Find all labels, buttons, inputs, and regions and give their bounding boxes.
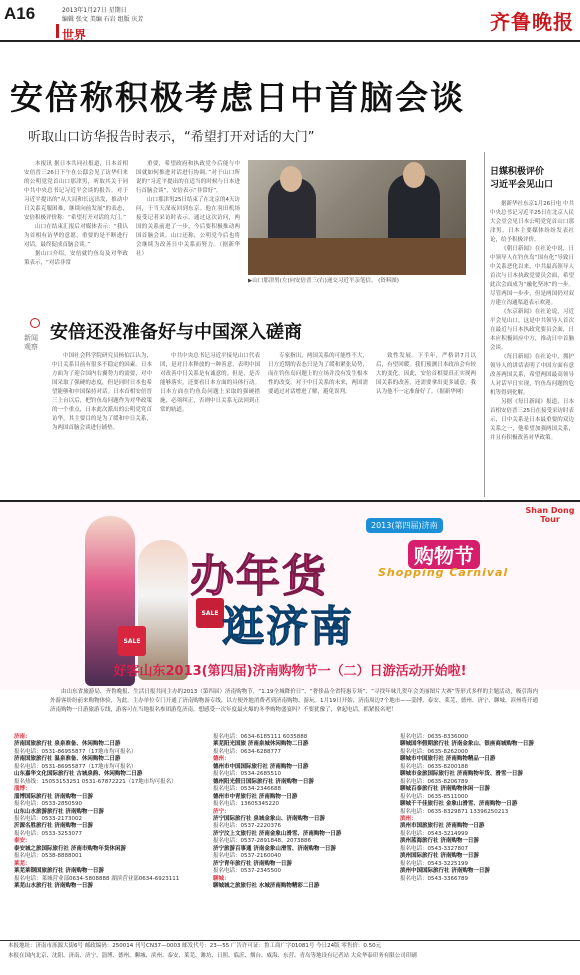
- article1-column-1: [24, 160, 128, 305]
- agency-phone: 报名电话：0635-8200188: [400, 763, 468, 770]
- article1-paragraph: 重要，希望政府和执政党今后能与中国就如何推进对话进行协调。”对于山口所说的“习近平提出的在适当的时候与日本进行首脑会谈”，安倍表示“非常好”。: [136, 161, 240, 194]
- article1-paragraph: 山口在结束汇报后对媒体表示：“我认为首相有访华的意愿，重要的是不断进行对话，最终促成首脑会谈。”: [24, 224, 128, 248]
- agency-phone: 报名电话：0537-2891848、2073886: [213, 838, 311, 845]
- photo-caption: [248, 277, 466, 285]
- sidebar-body: [490, 200, 574, 496]
- agency-phone: 报名电话：0533-2173002: [14, 815, 82, 822]
- agency-name: 泰安城之旅国际旅行社 济南市购物年货休闲游: [14, 845, 126, 852]
- agency-phone: 报名电话：13605345220: [213, 801, 279, 808]
- sidebar-headline: [490, 166, 553, 192]
- agency-phone: 报名电话：0635-8336000: [400, 734, 468, 740]
- agency-phone: 报名电话：0533-2850590: [14, 801, 82, 808]
- agency-phone: 报名电话：0543-3366789: [400, 875, 468, 882]
- agency-name: 莱芜阳光国旅 济南泉城休闲购物二日游: [213, 741, 309, 748]
- agency-name: 济宁汶上文旅行社 济南金象山滑雪、济南购物一日游: [213, 830, 342, 837]
- agency-phone: 报名电话：0543-3225199: [400, 860, 468, 867]
- article1-paragraph: 据山口介绍，安倍就钓鱼岛及对华政策表示，“对话非常: [24, 251, 128, 266]
- article2-column-1: [52, 352, 152, 492]
- agency-name: 济宁青年旅行社 济南购物一日游: [213, 860, 292, 867]
- article1-paragraph: 山口那津男25日结束了在北京的4天访问，于当天深夜回到东京。他在羽田机场接受记者采访时表示，通过这次访问，两国的关系前进了一步，今后要积极推动两国首脑会谈。山口还称，公明党今后也将会继续为改善日中关系而努力。（据新华社）: [136, 197, 240, 257]
- ad-title: 好客山东2013(第四届)济南购物节一（二）日游活动开始啦!: [113, 664, 467, 679]
- agency-name: 济宁国际旅行社 泉城金象山、济南购物一日游: [213, 815, 325, 822]
- agency-name: 聊城国华假期旅行社 济南金象山、银座商城购物一日游: [400, 741, 534, 748]
- main-headline: 安倍称积极考虑日中首脑会谈: [10, 78, 465, 117]
- ad-headline-1: 办年货: [190, 551, 328, 602]
- agency-phone: 报名电话：0635-8262000: [400, 748, 468, 755]
- agency-phone: 报名电话：0635-8329871 13396250213: [400, 808, 509, 815]
- region-heading: 济南：: [14, 734, 31, 740]
- article2-column-4: [376, 352, 476, 492]
- column-tag-dot: [30, 318, 40, 328]
- sidebar-paragraph: 据新华社东京1月26日电 中共中央总书记习近平25日在北京人民大会堂会见日本公明党党首山口那津男。日本主要媒体纷纷发表社论，给予积极评价。: [490, 201, 574, 243]
- photo-head-right: [403, 162, 425, 188]
- agency-name: 聊城城之旅旅行社 水城济南购物精彩二日游: [213, 883, 320, 890]
- agency-name: 聊城市中国旅行社 济南购物精品一日游: [400, 756, 496, 763]
- agency-name: 济宁旅游百事通 济南金象山滑雪、济南购物一日游: [213, 845, 336, 852]
- article2-column-3: [268, 352, 368, 492]
- agency-name: 德州市中青旅行社 济南购物一日游: [213, 793, 298, 800]
- sidebar-divider: [484, 152, 485, 497]
- photo-credit: (资料图): [378, 278, 399, 284]
- column-tag: 新闻观察: [24, 334, 38, 351]
- agency-phone: 报名电话：0537-2220376: [213, 823, 281, 830]
- ad-headline-2: 逛济南: [222, 602, 355, 651]
- sidebar-paragraph: 另据《每日新闻》报道，日本首相安倍晋三25日在接受采访时表示，日中关系是日本最重要的双边关系之一，他希望加强两国关系，并且有积极改善对华政策。: [490, 399, 574, 441]
- sidebar-paragraph: 《每日新闻》在社论中，拥护领导人的讲话表明了中国方面有意改善两国关系，希望两国最高领导人对话早日实现，钓鱼岛问题的危机等得到化解。: [490, 354, 574, 396]
- article1-paragraph: 本报讯 据日本共同社报道，日本首相安倍晋三26日下午在公邸会见了访华归来的公明党党首山口那津男，听取其关于同中共中央总书记习近平会谈的报告。对于习近平提出的“从大局和长远出发，推动中日关系克服困难，继续向前发展”的表态，安倍积极评价称：“希望打开对话的大门。”: [24, 161, 128, 221]
- page-header: [0, 0, 580, 42]
- agency-name: 滨州市国旅旅行社 济南购物一日游: [400, 823, 485, 830]
- article2-paragraph: 中国社会科学院研究员杨伯江认为，中日关系目前有很多不稳定的因素。日本方面为了迎合国内右翼势力的需要，对中国采取了强硬的态度，但是同时日本也希望能够和中国保持对话。日本首相安倍晋三上台以后，把钓鱼岛问题作为对华政策的一个重点，日本此次派出的公明党党首访华，其主要目的是为了缓和中日关系，为两国首脑会谈进行铺垫。: [52, 353, 152, 431]
- article1-column-2: [136, 160, 240, 305]
- page-footer: [0, 940, 580, 975]
- agency-name: 莱芜莱钢国旅旅行社 济南购物一日游: [14, 868, 104, 875]
- agency-name: 滨州中国国际旅行社 济南购物一日游: [400, 868, 490, 875]
- agency-phone: 报名电话：0543-3214999: [400, 830, 468, 837]
- travel-agency-column-3: [400, 734, 576, 883]
- agency-phone: 报名电话：0537-2345500: [213, 868, 281, 875]
- photo-desk: [248, 238, 466, 275]
- agency-name: 聊城市金旅国际旅行社 济南购物年货、滑雪一日游: [400, 771, 523, 778]
- agency-name: 山东山水旅游旅行社 济南购物一日游: [14, 808, 104, 815]
- agency-name: 莱芜山水旅行社 济南购物一日游: [14, 883, 93, 890]
- festival-year-badge: 2013(第四届)济南: [366, 518, 443, 533]
- travel-agency-column-2: [213, 734, 398, 891]
- agency-name: 聊城千千佳旅行社 金象山滑雪、济南购物一日游: [400, 801, 518, 808]
- agency-name: 沂源名胜旅行社 济南购物一日游: [14, 823, 93, 830]
- footer-line-1: 本报地址：济南市泺源大街6号 邮政编码：250014 刊号CN37—0003 邮发代号：23—55 广告许可证：鲁工商广字01081号 今日24版 零售价：0.50元: [8, 943, 382, 949]
- shandong-tour-logo: Shan Dong Tour: [525, 506, 575, 524]
- agency-phone: 报名电话：0534-2346688: [213, 786, 281, 793]
- ad-intro: 由山东省旅游局、齐鲁晚报、生活日报共同主办的2013（第四届）济南购物节，“1.19全城降价日”、“奢侈品全省特惠专场”、“寻找年味儿贺年会美丽图片大赛”等形式多样的主题活动，吸引海内外游客纷纷前来购物体验，为此，主办单位专门开通了济南购物游专线，以方便外地消费者到济南购物、游玩。1月19日开始，济南周边7个地市——淄博、泰安、莱芜、德州、济宁、聊城、滨州将开通济南购物一日游旅游专线，游客可在当地报名参团游览济南。想感受一次年度最火爆的冬季购物盛宴吗？不要犹豫了，拿起电话，抓紧报名吧！: [50, 689, 538, 713]
- bag-label: SALE: [201, 610, 219, 617]
- sidebar-headline-line-1: 日媒积极评价: [490, 167, 545, 177]
- agency-phone: 报名热线：15053153251 0531-67872221（17地市均可报名）: [14, 778, 177, 785]
- main-subheadline: 听取山口访华报告时表示，“希望打开对话的大门”: [28, 130, 315, 145]
- page-number: A16: [4, 4, 36, 23]
- agency-phone: 报名电话：0537-2160040: [213, 853, 281, 860]
- issue-info: [62, 6, 144, 24]
- bag-label: SALE: [123, 638, 141, 645]
- festival-name: 购物节: [408, 540, 480, 569]
- news-photo: [248, 160, 466, 275]
- agency-phone: 报名电话：0531-86955877（17地市均可报名）: [14, 763, 137, 770]
- region-heading: 莱芜：: [14, 860, 31, 867]
- agency-phone: 报名电话：0538-8888001: [14, 853, 82, 860]
- agency-name: 淄博国际旅行社 济南购物一日游: [14, 793, 93, 800]
- region-heading: 德州：: [213, 756, 230, 763]
- festival-english-name: Shopping Carnival: [378, 566, 509, 579]
- agency-phone: 报名电话：0635-8206789: [400, 778, 468, 785]
- agency-phone: 报名电话：0534-2685510: [213, 771, 281, 778]
- agency-phone: 报名电话：莱城营业部0634-5808888 湖滨营业部0634-6923111: [14, 875, 180, 882]
- photo-caption-text: ▶山口那津男(左)向安倍晋三(右)递交习近平亲笔信。: [248, 278, 377, 284]
- agency-phone: 报名电话：0634-6288777: [213, 748, 281, 755]
- staff-credits: 编辑 张文 美编 石岩 组版 庆芳: [62, 16, 144, 23]
- agency-name: 滨州蓝海旅行社 济南购物一日游: [400, 838, 479, 845]
- agency-name: 滨州国际旅行社 济南购物一日游: [400, 853, 479, 860]
- region-heading: 泰安：: [14, 838, 31, 845]
- agency-name: 德州市中国国际旅行社 济南购物一日游: [213, 763, 309, 770]
- sidebar-headline-line-2: 习近平会见山口: [490, 180, 554, 190]
- section-title: 世界: [62, 28, 87, 42]
- article2-headline: 安倍还没准备好与中国深入磋商: [50, 322, 302, 343]
- masthead-logo: 齐鲁晚报: [490, 10, 574, 34]
- agency-name: 济南国旅旅行社 温泉准备、休闲购物二日游: [14, 756, 121, 763]
- region-heading: 淄博：: [14, 786, 31, 793]
- model-figure-right: [138, 540, 188, 680]
- region-heading: 聊城：: [213, 875, 230, 882]
- photo-head-left: [280, 166, 302, 192]
- agency-name: 德州阳光假日国际旅行社 济南购物一日游: [213, 778, 314, 785]
- agency-name: 济南国旅旅行社 泉泉准备、休闲购物二日游: [14, 741, 121, 748]
- travel-agency-column-1: [14, 734, 199, 891]
- agency-name: 山东嘉华文化国际旅行社 古城泉韵、休闲购物二日游: [14, 771, 143, 778]
- region-heading: 滨州：: [400, 815, 417, 822]
- article2-paragraph: 专家指出，两国关系的可能性不大，日方近期的表态只是为了缓和紧张局势，而在钓鱼岛问题上的立场并没有发生根本性的改变。对于中日关系的未来，两国需要通过对话增进了解，避免误判。: [268, 353, 368, 395]
- agency-name: 聊城百泰旅行社 济南购物休闲一日游: [400, 786, 490, 793]
- article2-paragraph: 致性发展。下半年，严格讲7月以后，有望回暖。我们预测日本政治会有较大的变化。因此，安倍首相要真正实现两国关系的改善，还需要拿出更多诚意。我认为他不一定准备好了。（据新华网）: [376, 353, 476, 395]
- sidebar-paragraph: 《朝日新闻》在社论中说，日中领导人在钓鱼岛“国有化”导致日中关系恶化以来，中共最高领导人首次与日本执政党要员会面，希望此次会面成为“融化坚冰”的一步。尽管两国一步步，但是两国仍对双方建立沟通渠道表示欢迎。: [490, 246, 574, 306]
- section-marker: [56, 24, 59, 38]
- agency-phone: 报名电话：0533-3253077: [14, 830, 82, 837]
- sidebar-paragraph: 《东京新闻》在社论说，习近平会见山口，这是中共领导人首次在最近与日本执政党要员会面，日本应积极回应中方，推动日中首脑会谈。: [490, 309, 574, 351]
- issue-date: 2013年1月27日 星期日: [62, 7, 127, 14]
- agency-phone: 报名电话：0635-8511000: [400, 793, 468, 800]
- agency-phone: 报名电话：0531-86955877（17地市均可报名）: [14, 748, 137, 755]
- article2-column-2: [160, 352, 260, 492]
- footer-line-2: 本报在国内北京、沈阳、济南、济宁、淄博、德州、聊城、滨州、泰安、莱芜、潍坊、日照、临沂、烟台、威海、东营、青岛等地设有记者站 大众华泰印务有限公司印刷: [8, 953, 417, 959]
- region-heading: 济宁：: [213, 808, 230, 815]
- agency-phone: 报名电话：0634-6185111 6035888: [213, 734, 308, 740]
- article2-paragraph: 中共中央总书记习近平接见山口代表团，是对日本释放的一种善意，表明中国对改善中日关系是有诚意的。但是，是否能够落实，还要看日本方面的具体行动。日本方面在钓鱼岛问题上采取的强硬措施，必须纠正，否则中日关系无法回到正常的轨道。: [160, 353, 260, 413]
- agency-phone: 报名电话：0543-3327807: [400, 845, 468, 852]
